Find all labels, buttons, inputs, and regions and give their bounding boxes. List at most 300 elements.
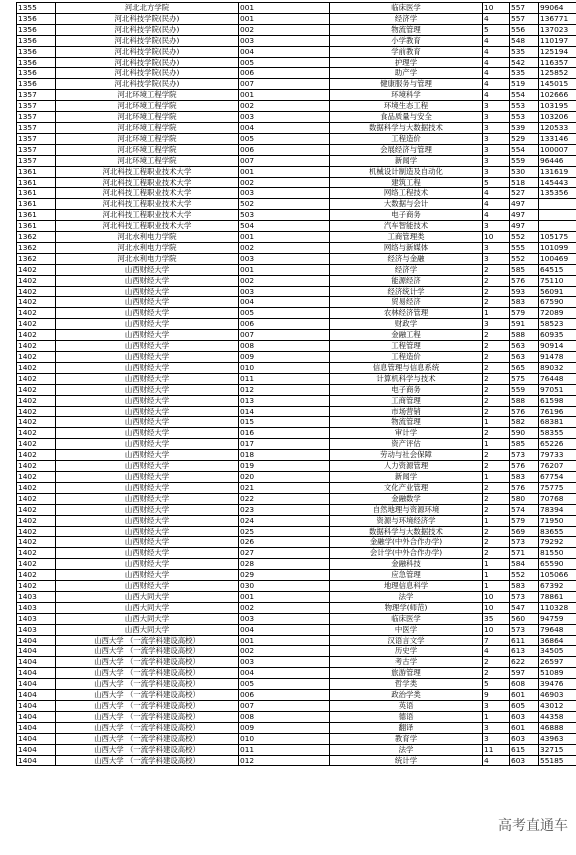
cell-school-code: 1402 xyxy=(17,341,56,352)
cell-plan-count: 2 xyxy=(483,450,510,461)
cell-min-rank: 58355 xyxy=(539,428,576,439)
table-row xyxy=(17,210,576,221)
cell-plan-count: 4 xyxy=(483,199,510,210)
cell-plan-count: 3 xyxy=(483,144,510,155)
cell-min-score: 590 xyxy=(510,428,539,439)
cell-min-score: 559 xyxy=(510,155,539,166)
cell-major-name: 网络与新媒体 xyxy=(330,242,483,253)
table-row xyxy=(17,395,576,406)
cell-min-score: 563 xyxy=(510,352,539,363)
cell-min-score: 575 xyxy=(510,373,539,384)
cell-min-score: 571 xyxy=(510,548,539,559)
cell-min-score: 559 xyxy=(510,384,539,395)
table-row xyxy=(17,755,576,766)
cell-major-code: 001 xyxy=(239,232,330,243)
cell-school-name: 山西财经大学 xyxy=(56,515,239,526)
cell-min-score: 552 xyxy=(510,253,539,264)
cell-school-code: 1404 xyxy=(17,722,56,733)
cell-major-code: 002 xyxy=(239,646,330,657)
cell-major-name: 审计学 xyxy=(330,428,483,439)
cell-min-score: 573 xyxy=(510,624,539,635)
cell-school-name: 山西财经大学 xyxy=(56,526,239,537)
cell-min-rank: 116357 xyxy=(539,57,576,68)
cell-school-name: 山西大学 （一流学科建设高校） xyxy=(56,657,239,668)
cell-school-name: 河北科技工程职业技术大学 xyxy=(56,166,239,177)
table-row xyxy=(17,744,576,755)
cell-min-rank: 137023 xyxy=(539,24,576,35)
cell-school-name: 山西财经大学 xyxy=(56,428,239,439)
cell-school-name: 河北环境工程学院 xyxy=(56,133,239,144)
cell-major-code: 006 xyxy=(239,690,330,701)
cell-min-rank: 100469 xyxy=(539,253,576,264)
cell-school-code: 1403 xyxy=(17,602,56,613)
cell-min-rank: 83655 xyxy=(539,526,576,537)
cell-plan-count: 10 xyxy=(483,624,510,635)
cell-plan-count: 3 xyxy=(483,101,510,112)
cell-major-name: 护理学 xyxy=(330,57,483,68)
table-row xyxy=(17,493,576,504)
cell-min-score: 611 xyxy=(510,635,539,646)
cell-min-score: 539 xyxy=(510,122,539,133)
cell-major-name: 环境科学 xyxy=(330,90,483,101)
cell-major-code: 001 xyxy=(239,635,330,646)
cell-min-rank: 99064 xyxy=(539,3,576,14)
watermark-text: 高考直通车 xyxy=(498,818,568,834)
cell-school-name: 山西大学 （一流学科建设高校） xyxy=(56,690,239,701)
cell-min-score: 555 xyxy=(510,242,539,253)
cell-major-name: 市场营销 xyxy=(330,406,483,417)
cell-min-rank: 61598 xyxy=(539,395,576,406)
cell-school-code: 1402 xyxy=(17,548,56,559)
table-row xyxy=(17,68,576,79)
cell-major-code: 002 xyxy=(239,24,330,35)
cell-min-score: 548 xyxy=(510,35,539,46)
cell-major-code: 005 xyxy=(239,57,330,68)
table-row xyxy=(17,275,576,286)
cell-major-code: 004 xyxy=(239,122,330,133)
table-row xyxy=(17,3,576,14)
cell-min-rank: 46888 xyxy=(539,722,576,733)
cell-min-rank: 76448 xyxy=(539,373,576,384)
cell-school-code: 1402 xyxy=(17,570,56,581)
cell-school-name: 山西大学 （一流学科建设高校） xyxy=(56,711,239,722)
cell-major-name: 汽车智能技术 xyxy=(330,221,483,232)
cell-major-code: 028 xyxy=(239,559,330,570)
table-row xyxy=(17,166,576,177)
cell-school-name: 山西财经大学 xyxy=(56,581,239,592)
cell-major-code: 010 xyxy=(239,733,330,744)
cell-min-score: 585 xyxy=(510,264,539,275)
cell-min-score: 497 xyxy=(510,210,539,221)
table-row xyxy=(17,188,576,199)
cell-plan-count: 9 xyxy=(483,690,510,701)
cell-min-score: 527 xyxy=(510,188,539,199)
cell-major-name: 新闻学 xyxy=(330,471,483,482)
cell-school-name: 山西财经大学 xyxy=(56,450,239,461)
cell-plan-count: 3 xyxy=(483,701,510,712)
cell-plan-count: 3 xyxy=(483,242,510,253)
cell-school-name: 河北科技学院(民办) xyxy=(56,24,239,35)
cell-plan-count: 2 xyxy=(483,297,510,308)
cell-school-code: 1361 xyxy=(17,210,56,221)
cell-school-code: 1402 xyxy=(17,286,56,297)
table-row xyxy=(17,24,576,35)
cell-min-score: 583 xyxy=(510,581,539,592)
cell-school-name: 山西大学 （一流学科建设高校） xyxy=(56,635,239,646)
cell-min-rank: 145015 xyxy=(539,79,576,90)
cell-major-name: 文化产业管理 xyxy=(330,482,483,493)
cell-major-code: 005 xyxy=(239,133,330,144)
cell-min-score: 576 xyxy=(510,406,539,417)
cell-school-code: 1402 xyxy=(17,264,56,275)
cell-min-score: 560 xyxy=(510,613,539,624)
cell-min-score: 497 xyxy=(510,221,539,232)
cell-school-name: 河北科技学院(民办) xyxy=(56,57,239,68)
cell-plan-count: 4 xyxy=(483,646,510,657)
cell-major-name: 教育学 xyxy=(330,733,483,744)
cell-major-code: 003 xyxy=(239,613,330,624)
cell-min-rank: 64515 xyxy=(539,264,576,275)
cell-plan-count: 2 xyxy=(483,341,510,352)
cell-school-code: 1357 xyxy=(17,112,56,123)
cell-school-name: 河北环境工程学院 xyxy=(56,122,239,133)
cell-school-code: 1403 xyxy=(17,613,56,624)
cell-major-code: 001 xyxy=(239,90,330,101)
cell-school-code: 1402 xyxy=(17,275,56,286)
cell-major-name: 统计学 xyxy=(330,755,483,766)
cell-school-code: 1357 xyxy=(17,155,56,166)
cell-min-rank: 71950 xyxy=(539,515,576,526)
cell-school-name: 山西大学 （一流学科建设高校） xyxy=(56,755,239,766)
cell-school-name: 山西财经大学 xyxy=(56,570,239,581)
cell-major-name: 电子商务 xyxy=(330,210,483,221)
cell-major-name: 中医学 xyxy=(330,624,483,635)
cell-major-name: 环境生态工程 xyxy=(330,101,483,112)
cell-major-name: 大数据与会计 xyxy=(330,199,483,210)
cell-min-score: 601 xyxy=(510,690,539,701)
table-row xyxy=(17,264,576,275)
cell-school-code: 1403 xyxy=(17,591,56,602)
cell-plan-count: 10 xyxy=(483,591,510,602)
cell-school-name: 山西大学 （一流学科建设高校） xyxy=(56,701,239,712)
table-row xyxy=(17,668,576,679)
cell-min-score: 569 xyxy=(510,526,539,537)
cell-min-rank: 110197 xyxy=(539,35,576,46)
table-row xyxy=(17,482,576,493)
cell-school-name: 山西财经大学 xyxy=(56,471,239,482)
cell-min-rank: 67754 xyxy=(539,471,576,482)
cell-major-code: 005 xyxy=(239,308,330,319)
cell-school-code: 1402 xyxy=(17,384,56,395)
table-row xyxy=(17,144,576,155)
cell-plan-count: 4 xyxy=(483,13,510,24)
cell-school-code: 1402 xyxy=(17,395,56,406)
cell-min-rank: 110328 xyxy=(539,602,576,613)
cell-major-code: 002 xyxy=(239,275,330,286)
cell-min-score: 542 xyxy=(510,57,539,68)
cell-min-score: 582 xyxy=(510,417,539,428)
cell-min-rank xyxy=(539,221,576,232)
cell-plan-count: 3 xyxy=(483,112,510,123)
table-row xyxy=(17,722,576,733)
cell-min-rank: 94759 xyxy=(539,613,576,624)
cell-min-score: 583 xyxy=(510,297,539,308)
cell-school-name: 山西大学 （一流学科建设高校） xyxy=(56,722,239,733)
cell-plan-count: 2 xyxy=(483,526,510,537)
cell-major-name: 会计学(中外合作办学) xyxy=(330,548,483,559)
cell-min-rank: 131619 xyxy=(539,166,576,177)
cell-plan-count: 10 xyxy=(483,232,510,243)
cell-major-code: 009 xyxy=(239,352,330,363)
cell-major-name: 食品质量与安全 xyxy=(330,112,483,123)
cell-plan-count: 5 xyxy=(483,24,510,35)
cell-min-score: 576 xyxy=(510,482,539,493)
cell-major-name: 会展经济与管理 xyxy=(330,144,483,155)
cell-major-name: 数据科学与大数据技术 xyxy=(330,526,483,537)
cell-plan-count: 4 xyxy=(483,35,510,46)
cell-min-score: 552 xyxy=(510,570,539,581)
cell-plan-count: 2 xyxy=(483,384,510,395)
cell-min-rank: 65226 xyxy=(539,439,576,450)
cell-plan-count: 4 xyxy=(483,755,510,766)
cell-major-name: 劳动与社会保障 xyxy=(330,450,483,461)
cell-school-name: 山西财经大学 xyxy=(56,286,239,297)
cell-min-score: 615 xyxy=(510,744,539,755)
cell-school-code: 1404 xyxy=(17,668,56,679)
cell-major-name: 经济学 xyxy=(330,264,483,275)
cell-major-name: 电子商务 xyxy=(330,384,483,395)
cell-major-code: 020 xyxy=(239,471,330,482)
cell-major-name: 健康服务与管理 xyxy=(330,79,483,90)
cell-school-code: 1402 xyxy=(17,417,56,428)
cell-major-code: 001 xyxy=(239,166,330,177)
cell-plan-count: 1 xyxy=(483,417,510,428)
cell-min-score: 554 xyxy=(510,90,539,101)
table-row xyxy=(17,548,576,559)
table-row xyxy=(17,13,576,24)
cell-school-name: 山西财经大学 xyxy=(56,417,239,428)
table-row xyxy=(17,308,576,319)
cell-major-name: 政治学类 xyxy=(330,690,483,701)
cell-school-code: 1404 xyxy=(17,733,56,744)
cell-min-score: 583 xyxy=(510,471,539,482)
cell-school-name: 河北水利电力学院 xyxy=(56,242,239,253)
cell-major-name: 地理信息科学 xyxy=(330,581,483,592)
cell-school-name: 山西财经大学 xyxy=(56,275,239,286)
cell-min-rank: 56091 xyxy=(539,286,576,297)
cell-plan-count: 2 xyxy=(483,493,510,504)
cell-major-code: 002 xyxy=(239,101,330,112)
cell-school-name: 山西财经大学 xyxy=(56,395,239,406)
cell-school-code: 1404 xyxy=(17,679,56,690)
cell-major-code: 001 xyxy=(239,264,330,275)
cell-major-code: 017 xyxy=(239,439,330,450)
cell-plan-count: 10 xyxy=(483,602,510,613)
cell-school-name: 山西财经大学 xyxy=(56,352,239,363)
cell-min-score: 557 xyxy=(510,3,539,14)
table-row xyxy=(17,428,576,439)
cell-min-score: 605 xyxy=(510,701,539,712)
cell-school-name: 山西大学 （一流学科建设高校） xyxy=(56,668,239,679)
cell-min-rank: 43012 xyxy=(539,701,576,712)
table-row xyxy=(17,613,576,624)
cell-school-code: 1402 xyxy=(17,297,56,308)
cell-school-name: 山西财经大学 xyxy=(56,537,239,548)
cell-plan-count: 2 xyxy=(483,330,510,341)
table-row xyxy=(17,471,576,482)
table-row xyxy=(17,591,576,602)
cell-school-name: 河北科技学院(民办) xyxy=(56,46,239,57)
table-row xyxy=(17,319,576,330)
cell-plan-count: 1 xyxy=(483,471,510,482)
cell-major-code: 024 xyxy=(239,515,330,526)
cell-school-name: 河北水利电力学院 xyxy=(56,232,239,243)
cell-plan-count: 4 xyxy=(483,188,510,199)
cell-min-rank: 133146 xyxy=(539,133,576,144)
cell-school-name: 山西财经大学 xyxy=(56,330,239,341)
cell-plan-count: 4 xyxy=(483,79,510,90)
cell-school-code: 1402 xyxy=(17,330,56,341)
table-row xyxy=(17,450,576,461)
cell-school-code: 1356 xyxy=(17,57,56,68)
cell-school-name: 山西大同大学 xyxy=(56,602,239,613)
cell-school-code: 1402 xyxy=(17,515,56,526)
table-row xyxy=(17,461,576,472)
cell-school-name: 山西财经大学 xyxy=(56,493,239,504)
cell-school-code: 1402 xyxy=(17,439,56,450)
cell-plan-count: 11 xyxy=(483,744,510,755)
cell-plan-count: 2 xyxy=(483,504,510,515)
cell-major-code: 029 xyxy=(239,570,330,581)
cell-major-name: 考古学 xyxy=(330,657,483,668)
cell-major-code: 002 xyxy=(239,602,330,613)
table-row xyxy=(17,57,576,68)
cell-plan-count: 3 xyxy=(483,133,510,144)
cell-school-name: 河北环境工程学院 xyxy=(56,90,239,101)
cell-major-name: 工程造价 xyxy=(330,352,483,363)
cell-min-rank: 44358 xyxy=(539,711,576,722)
cell-school-code: 1356 xyxy=(17,46,56,57)
table-row xyxy=(17,624,576,635)
cell-school-code: 1402 xyxy=(17,482,56,493)
cell-major-name: 人力资源管理 xyxy=(330,461,483,472)
cell-school-name: 山西财经大学 xyxy=(56,504,239,515)
cell-min-rank: 34505 xyxy=(539,646,576,657)
cell-school-name: 河北科技工程职业技术大学 xyxy=(56,177,239,188)
table-row xyxy=(17,537,576,548)
cell-min-score: 573 xyxy=(510,450,539,461)
cell-min-score: 535 xyxy=(510,46,539,57)
cell-major-name: 农林经济管理 xyxy=(330,308,483,319)
cell-major-code: 012 xyxy=(239,384,330,395)
table-row xyxy=(17,657,576,668)
cell-plan-count: 3 xyxy=(483,319,510,330)
cell-major-code: 019 xyxy=(239,461,330,472)
cell-min-rank: 78394 xyxy=(539,504,576,515)
cell-school-name: 山西大同大学 xyxy=(56,613,239,624)
table-row xyxy=(17,711,576,722)
table-row xyxy=(17,504,576,515)
cell-school-name: 河北环境工程学院 xyxy=(56,144,239,155)
cell-major-code: 008 xyxy=(239,341,330,352)
cell-major-code: 005 xyxy=(239,679,330,690)
cell-major-name: 资源与环境经济学 xyxy=(330,515,483,526)
cell-major-name: 应急管理 xyxy=(330,570,483,581)
cell-major-code: 013 xyxy=(239,395,330,406)
cell-min-rank: 135356 xyxy=(539,188,576,199)
cell-min-rank: 145443 xyxy=(539,177,576,188)
cell-school-code: 1402 xyxy=(17,319,56,330)
cell-school-code: 1356 xyxy=(17,13,56,24)
cell-school-code: 1402 xyxy=(17,526,56,537)
cell-school-name: 山西大同大学 xyxy=(56,624,239,635)
cell-min-score: 518 xyxy=(510,177,539,188)
cell-plan-count: 2 xyxy=(483,373,510,384)
cell-major-code: 004 xyxy=(239,297,330,308)
cell-school-code: 1402 xyxy=(17,428,56,439)
table-row xyxy=(17,46,576,57)
cell-school-code: 1361 xyxy=(17,221,56,232)
table-row xyxy=(17,242,576,253)
table-row xyxy=(17,581,576,592)
cell-school-code: 1361 xyxy=(17,177,56,188)
table-row xyxy=(17,232,576,243)
cell-min-rank: 51089 xyxy=(539,668,576,679)
table-row xyxy=(17,79,576,90)
cell-school-name: 山西财经大学 xyxy=(56,482,239,493)
cell-major-name: 能源经济 xyxy=(330,275,483,286)
cell-plan-count: 1 xyxy=(483,515,510,526)
table-row xyxy=(17,133,576,144)
cell-plan-count: 1 xyxy=(483,439,510,450)
table-body xyxy=(17,3,576,766)
cell-major-code: 003 xyxy=(239,188,330,199)
cell-min-rank: 97051 xyxy=(539,384,576,395)
table-row xyxy=(17,646,576,657)
cell-min-score: 553 xyxy=(510,101,539,112)
admission-score-table xyxy=(16,2,576,766)
cell-min-score: 597 xyxy=(510,668,539,679)
cell-major-name: 汉语言文学 xyxy=(330,635,483,646)
cell-major-name: 工商管理 xyxy=(330,395,483,406)
cell-min-rank: 79292 xyxy=(539,537,576,548)
cell-school-code: 1404 xyxy=(17,744,56,755)
cell-major-name: 工程造价 xyxy=(330,133,483,144)
cell-school-code: 1356 xyxy=(17,68,56,79)
cell-min-score: 588 xyxy=(510,330,539,341)
cell-plan-count: 4 xyxy=(483,57,510,68)
cell-plan-count: 5 xyxy=(483,177,510,188)
table-row xyxy=(17,101,576,112)
cell-plan-count: 2 xyxy=(483,482,510,493)
cell-school-code: 1404 xyxy=(17,646,56,657)
cell-major-name: 旅游管理 xyxy=(330,668,483,679)
cell-major-name: 资产评估 xyxy=(330,439,483,450)
cell-school-code: 1402 xyxy=(17,450,56,461)
cell-min-score: 576 xyxy=(510,461,539,472)
cell-school-name: 河北科技工程职业技术大学 xyxy=(56,221,239,232)
cell-school-code: 1404 xyxy=(17,657,56,668)
cell-school-name: 河北科技学院(民办) xyxy=(56,68,239,79)
cell-school-code: 1357 xyxy=(17,122,56,133)
cell-min-score: 608 xyxy=(510,679,539,690)
cell-school-name: 山西大同大学 xyxy=(56,591,239,602)
cell-school-code: 1361 xyxy=(17,188,56,199)
cell-school-code: 1402 xyxy=(17,308,56,319)
cell-major-code: 004 xyxy=(239,668,330,679)
cell-min-rank: 43963 xyxy=(539,733,576,744)
cell-plan-count: 2 xyxy=(483,395,510,406)
